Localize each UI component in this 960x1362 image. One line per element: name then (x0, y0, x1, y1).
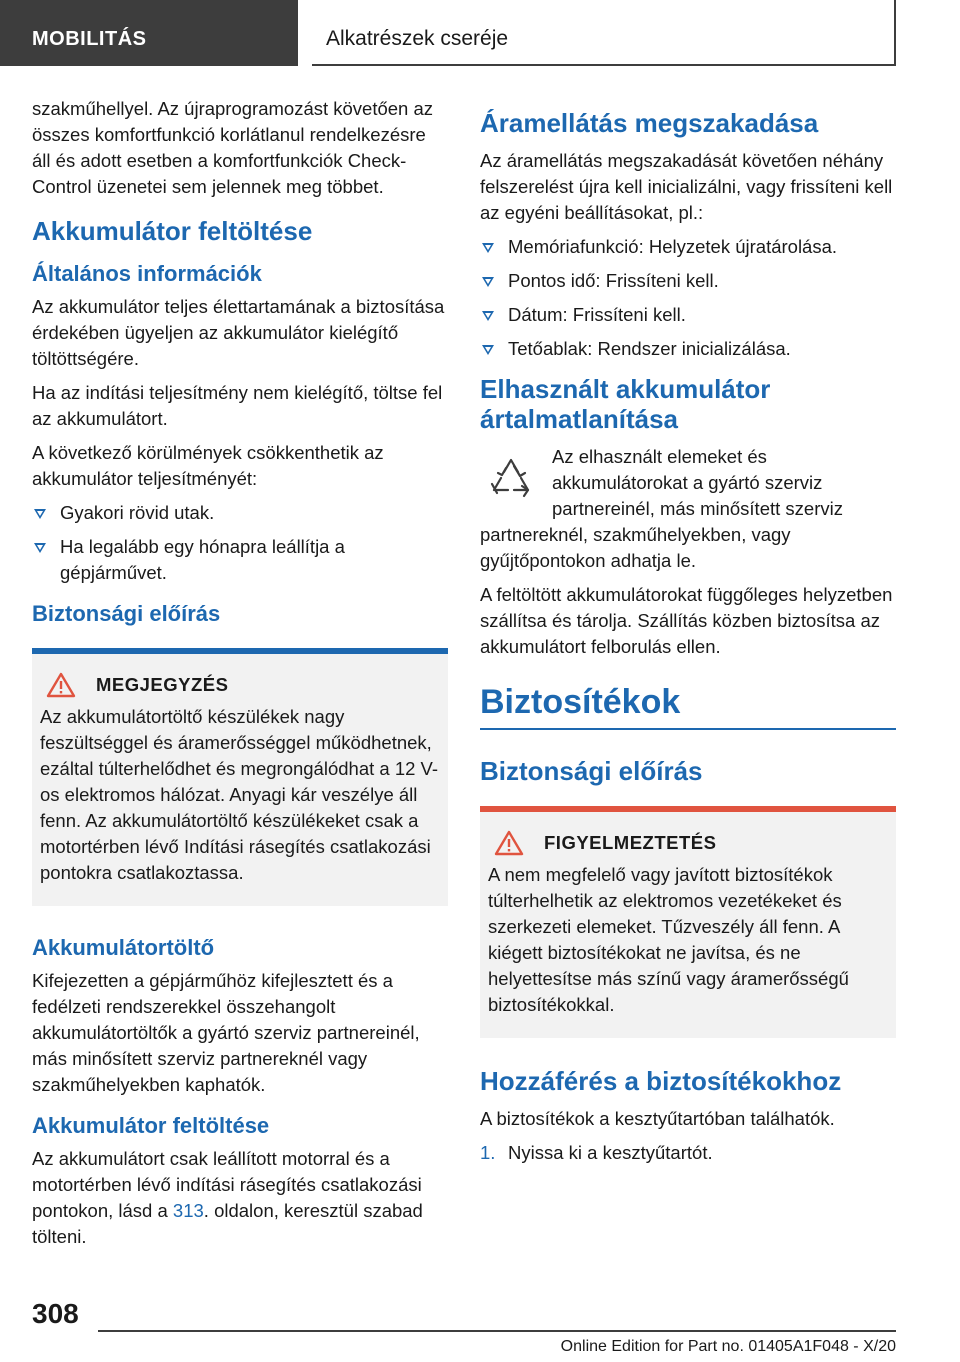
charger-paragraph: Kifejezetten a gépjárműhöz kifejlesztett és a fedélzeti rendszerekkel összehangolt akkumulátortöltők a gyártó szerviz partnereinél, más minősített szerviz partnereknél vagy szakműhelyekben kaphatók. (32, 970, 420, 1095)
list-item: Ha legalább egy hónapra leállítja a gépjárművet. (32, 534, 448, 586)
general-paragraph-1: Az akkumulátor teljes élettartamának a biztosítása érdekében ügyeljen az akkumulátor kielégítő töltöttségére. (32, 296, 445, 369)
left-column (32, 96, 448, 1258)
reinitialize-list (480, 234, 896, 362)
heading-general-info: Általános információk (32, 261, 262, 286)
heading-battery-charging: Akkumulátor feltöltése (32, 216, 313, 246)
triangle-bullet-icon (482, 243, 494, 253)
disposal-paragraph-2: A feltöltött akkumulátorokat függőleges helyzetben szállítsa és tárolja. Szállítás közben biztosítsa az akkumulátort felborulás ellen. (480, 584, 893, 657)
right-column (480, 96, 896, 1166)
heading-power-interruption: Áramellátás megszakadása (480, 108, 819, 138)
page-number: 308 (32, 1298, 79, 1329)
note-title: MEGJEGYZÉS (96, 674, 229, 695)
general-paragraph-2: Ha az indítási teljesítmény nem kielégítő, töltse fel az akkumulátort. (32, 382, 443, 429)
warning-triangle-icon (46, 672, 76, 698)
battery-conditions-list (32, 500, 448, 586)
page-reference-link[interactable]: 313 (172, 1200, 204, 1221)
heading-safety-rule: Biztonsági előírás (32, 601, 221, 626)
page-header (0, 0, 960, 66)
general-paragraph-3: A következő körülmények csökkenthetik az akkumulátor teljesítményét: (32, 442, 384, 489)
triangle-bullet-icon (482, 277, 494, 287)
triangle-bullet-icon (34, 509, 46, 519)
list-item: Tetőablak: Rendszer inicializálása. (480, 336, 896, 362)
heading-battery-charger: Akkumulátortöltő (32, 935, 215, 960)
heading-battery-charging-2: Akkumulátor feltöltése (32, 1113, 270, 1138)
heading-fuse-access: Hozzáférés a biztosítékokhoz (480, 1066, 842, 1096)
list-item: Pontos idő: Frissíteni kell. (480, 268, 896, 294)
note-box (32, 648, 448, 906)
recycle-icon (484, 452, 538, 506)
charging-paragraph: Az akkumulátort csak leállított motorral és a motortérben lévő indítási rásegítés csatlakozási pontokon, lásd a 313. oldalon, keresztül szabad tölteni. (32, 1148, 423, 1247)
warning-triangle-icon (494, 830, 524, 856)
access-steps-list (480, 1140, 896, 1166)
intro-paragraph: szakműhellyel. Az újraprogramozást követően az összes komfortfunkció korlátlanul rendelkezésre áll és adott esetben a komfortfunkciók Check-Control üzenetei sem jelennek meg többet. (32, 98, 434, 197)
heading-fuses: Biztosítékok (480, 682, 896, 730)
header-section-title: MOBILITÁS (0, 0, 298, 66)
warning-title: FIGYELMEZTETÉS (544, 832, 717, 853)
access-paragraph: A biztosítékok a kesztyűtartóban találhatók. (480, 1108, 835, 1129)
footer-divider (98, 1330, 896, 1332)
note-text: Az akkumulátortöltő készülékek nagy feszültséggel és áramerősséggel működhetnek, ezáltal túlterhelődhet és megrongálódhat a 12 V-os elektromos hálózat. Anyagi kár veszélye áll fenn. Az akkumulátortöltő készülékeket csak a motortérben lévő Indítási rásegítés csatlakozási pontokra csatlakoztassa. (40, 706, 439, 883)
footer-edition: Online Edition for Part no. 01405A1F048 - X/20 (560, 1338, 896, 1355)
triangle-bullet-icon (482, 345, 494, 355)
heading-battery-disposal: Elhasznált akkumulátor ártalmatlanítása (480, 374, 771, 434)
list-item: Gyakori rövid utak. (32, 500, 448, 526)
list-item: Memóriafunkció: Helyzetek újratárolása. (480, 234, 896, 260)
list-item: 1. Nyissa ki a kesztyűtartót. (480, 1140, 896, 1166)
header-chapter-title: Alkatrészek cseréje (312, 0, 896, 66)
heading-fuse-safety-rule: Biztonsági előírás (480, 756, 703, 786)
power-paragraph: Az áramellátás megszakadását követően néhány felszerelést újra kell inicializálni, vagy frissíteni kell az egyéni beállításokat, pl.: (480, 150, 893, 223)
warning-text: A nem megfelelő vagy javított biztosítékok túlterhelhetik az elektromos vezetékeket és szerkezeti elemeket. Tűzveszély áll fenn. A kiégett biztosítékokat ne javítsa, és ne helyettesítse más színű vagy áramerősségű biztosítékokkal. (488, 864, 849, 1015)
list-item: Dátum: Frissíteni kell. (480, 302, 896, 328)
triangle-bullet-icon (34, 543, 46, 553)
triangle-bullet-icon (482, 311, 494, 321)
disposal-section (480, 444, 896, 574)
warning-box (480, 806, 896, 1038)
step-number: 1. (480, 1142, 496, 1163)
disposal-paragraph-1: Az elhasznált elemeket és akkumulátorokat a gyártó szerviz partnereinél, más minősített szerviz partnereknél, szakműhelyekben, vagy gyűjtőpontokon adhatja le. (480, 446, 843, 571)
